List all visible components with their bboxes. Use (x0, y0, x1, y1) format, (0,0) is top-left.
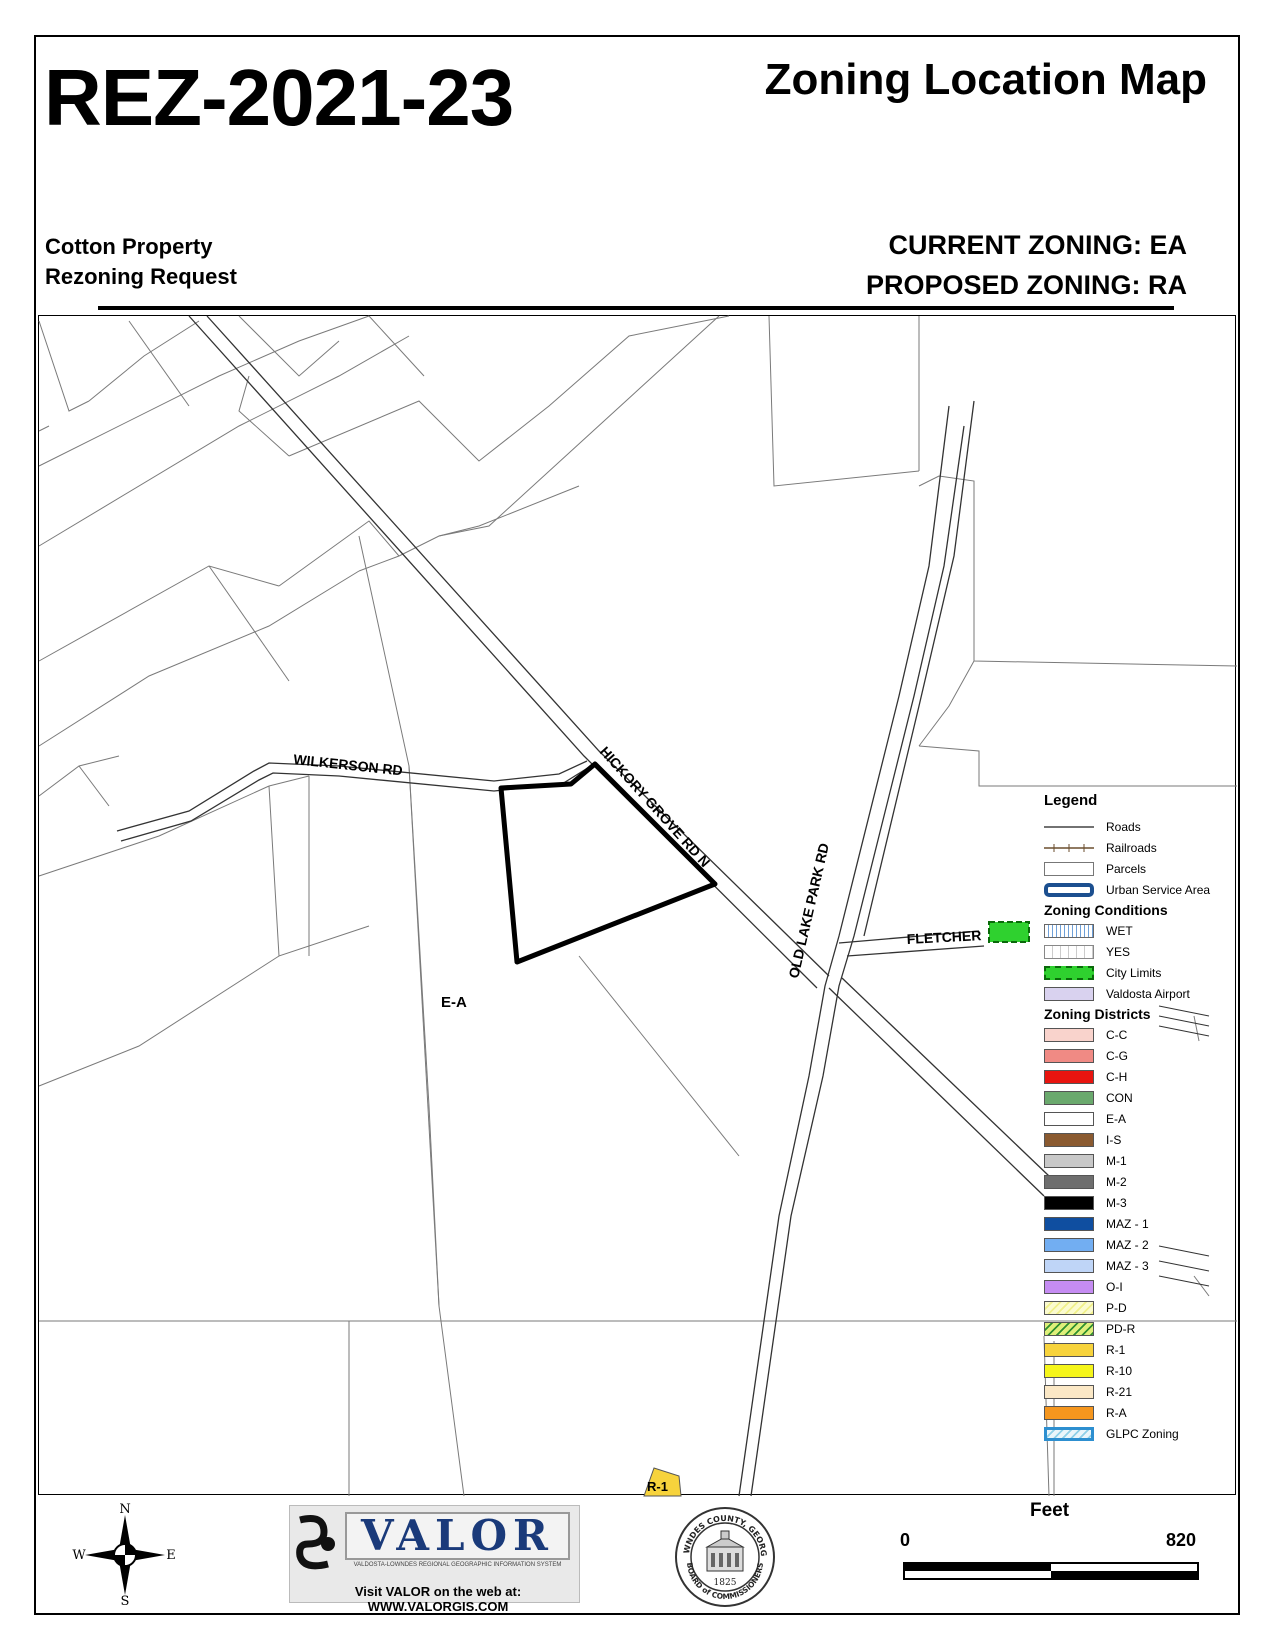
legend-label: Roads (1106, 819, 1141, 834)
legend-swatch (1044, 1217, 1094, 1231)
legend-item-district (1044, 1213, 1234, 1234)
road-line-icon (1044, 820, 1094, 834)
legend-swatch (1044, 1091, 1094, 1105)
legend-item-district (1044, 1129, 1234, 1150)
legend-item-district (1044, 1192, 1234, 1213)
seal-top-text: WNDES COUNTY, GEORG (681, 1513, 769, 1557)
legend-swatch (1044, 1385, 1094, 1399)
zone-label-ea: E-A (441, 994, 467, 1011)
legend-item-district (1044, 1108, 1234, 1129)
scale-bar (900, 1500, 1210, 1590)
legend-item-roads (1044, 816, 1234, 837)
legend-item-district (1044, 1255, 1234, 1276)
legend-label: WET (1106, 923, 1133, 938)
legend-item-district (1044, 1360, 1234, 1381)
legend-item-district (1044, 1402, 1234, 1423)
legend-label: R-1 (1106, 1342, 1126, 1357)
legend-item-district (1044, 1150, 1234, 1171)
legend-swatch (1044, 1301, 1094, 1315)
legend-label: C-H (1106, 1069, 1128, 1084)
legend (1044, 790, 1234, 1444)
legend-label: Urban Service Area (1106, 882, 1211, 897)
legend-label: M-1 (1106, 1153, 1127, 1168)
legend-districts (1044, 1024, 1234, 1444)
valor-subtitle: VALDOSTA-LOWNDES REGIONAL GEOGRAPHIC INFORMATION SYSTEM (353, 1562, 562, 1568)
zone-label-r1: R-1 (647, 1479, 668, 1494)
county-seal-icon (673, 1505, 777, 1609)
legend-label: CON (1106, 1090, 1133, 1105)
legend-swatch (1044, 1259, 1094, 1273)
legend-swatch (1044, 1280, 1094, 1294)
legend-item-district (1044, 1066, 1234, 1087)
legend-item-district (1044, 1045, 1234, 1066)
compass-w: W (72, 1548, 86, 1563)
legend-swatch (1044, 1343, 1094, 1357)
railroad-line-icon (1044, 841, 1094, 855)
legend-label: P-D (1106, 1300, 1127, 1315)
legend-item-district (1044, 1087, 1234, 1108)
legend-swatch (1044, 1196, 1094, 1210)
request-type: Rezoning Request (45, 264, 237, 289)
current-zoning: CURRENT ZONING: EA (888, 230, 1187, 260)
yes-pattern-icon (1044, 945, 1094, 959)
valor-title: VALOR (345, 1512, 570, 1560)
legend-label: R-A (1106, 1405, 1127, 1420)
legend-item-district (1044, 1024, 1234, 1045)
legend-districts-title: Zoning Districts (1044, 1006, 1151, 1022)
legend-item-district (1044, 1171, 1234, 1192)
legend-item-railroads (1044, 837, 1234, 858)
legend-label: O-I (1106, 1279, 1123, 1294)
road-edges (117, 316, 1049, 1496)
hickory-grove-rd-label: HICKORY GROVE RD N (596, 743, 714, 871)
legend-item-district (1044, 1297, 1234, 1318)
compass-s: S (120, 1594, 130, 1609)
legend-item-urban-service-area (1044, 879, 1234, 900)
seal-year: 1825 (713, 1578, 737, 1588)
wet-pattern-icon (1044, 924, 1094, 938)
header-divider (98, 306, 1174, 310)
legend-swatch (1044, 1238, 1094, 1252)
legend-label: PD-R (1106, 1321, 1136, 1336)
legend-label: C-C (1106, 1027, 1128, 1042)
compass-n: N (119, 1502, 131, 1517)
compass-rose-icon (72, 1502, 176, 1609)
seal-bottom-text: BOARD of COMMISSIONERS (684, 1562, 766, 1602)
valor-emblem-icon (294, 1514, 338, 1574)
property-name: Cotton Property (45, 234, 213, 259)
legend-swatch (1044, 1427, 1094, 1441)
fletcher-label: FLETCHER (906, 927, 982, 947)
legend-label: R-21 (1106, 1384, 1133, 1399)
scale-unit: Feet (1030, 1500, 1070, 1521)
legend-label: MAZ - 3 (1106, 1258, 1149, 1273)
legend-swatch (1044, 1133, 1094, 1147)
legend-item-city-limits (1044, 962, 1234, 983)
legend-item-district (1044, 1234, 1234, 1255)
legend-label: MAZ - 1 (1106, 1216, 1149, 1231)
old-lake-park-rd-label: OLD LAKE PARK RD (785, 841, 833, 980)
legend-item-wet (1044, 920, 1234, 941)
legend-item-yes (1044, 941, 1234, 962)
legend-conditions-title: Zoning Conditions (1044, 902, 1168, 918)
legend-item-valdosta-airport (1044, 983, 1234, 1004)
legend-label: GLPC Zoning (1106, 1426, 1179, 1441)
legend-item-district (1044, 1423, 1234, 1444)
legend-swatch (1044, 1028, 1094, 1042)
legend-label: YES (1106, 944, 1131, 959)
legend-swatch (1044, 1112, 1094, 1126)
scale-min: 0 (900, 1530, 911, 1550)
legend-title: Legend (1044, 792, 1098, 809)
wilkerson-rd-label: WILKERSON RD (292, 751, 404, 779)
case-id: REZ-2021-23 (44, 53, 514, 142)
city-limits-patch (989, 922, 1029, 942)
legend-label: I-S (1106, 1132, 1122, 1147)
city-limits-pattern-icon (1044, 966, 1094, 980)
legend-swatch (1044, 1364, 1094, 1378)
legend-swatch (1044, 1175, 1094, 1189)
legend-label: City Limits (1106, 965, 1162, 980)
legend-swatch (1044, 1322, 1094, 1336)
legend-item-district (1044, 1339, 1234, 1360)
valor-logo[interactable] (289, 1505, 580, 1614)
legend-label: Valdosta Airport (1106, 986, 1190, 1001)
legend-item-parcels (1044, 858, 1234, 879)
legend-label: Railroads (1106, 840, 1157, 855)
legend-label: R-10 (1106, 1363, 1133, 1378)
legend-swatch (1044, 1154, 1094, 1168)
proposed-zoning: PROPOSED ZONING: RA (865, 270, 1187, 300)
legend-label: C-G (1106, 1048, 1128, 1063)
legend-label: Parcels (1106, 861, 1147, 876)
county-seal (673, 1505, 777, 1614)
valor-web-link[interactable]: Visit VALOR on the web at: WWW.VALORGIS.COM (354, 1584, 522, 1614)
legend-label: MAZ - 2 (1106, 1237, 1149, 1252)
legend-item-district (1044, 1381, 1234, 1402)
parcel-box-icon (1044, 862, 1094, 876)
scale-max: 820 (1165, 1530, 1196, 1550)
legend-swatch (1044, 1406, 1094, 1420)
scale-bar-graphic (903, 1562, 1199, 1580)
map-title: Zoning Location Map (764, 55, 1207, 104)
legend-swatch (1044, 1049, 1094, 1063)
legend-label: M-2 (1106, 1174, 1127, 1189)
compass (72, 1502, 176, 1610)
usa-outline-icon (1044, 883, 1094, 897)
compass-e: E (166, 1548, 176, 1563)
legend-item-district (1044, 1318, 1234, 1339)
legend-swatch (1044, 987, 1094, 1001)
legend-label: E-A (1106, 1111, 1127, 1126)
legend-swatch (1044, 1070, 1094, 1084)
subject-parcel[interactable] (501, 764, 715, 962)
legend-item-district (1044, 1276, 1234, 1297)
legend-label: M-3 (1106, 1195, 1127, 1210)
